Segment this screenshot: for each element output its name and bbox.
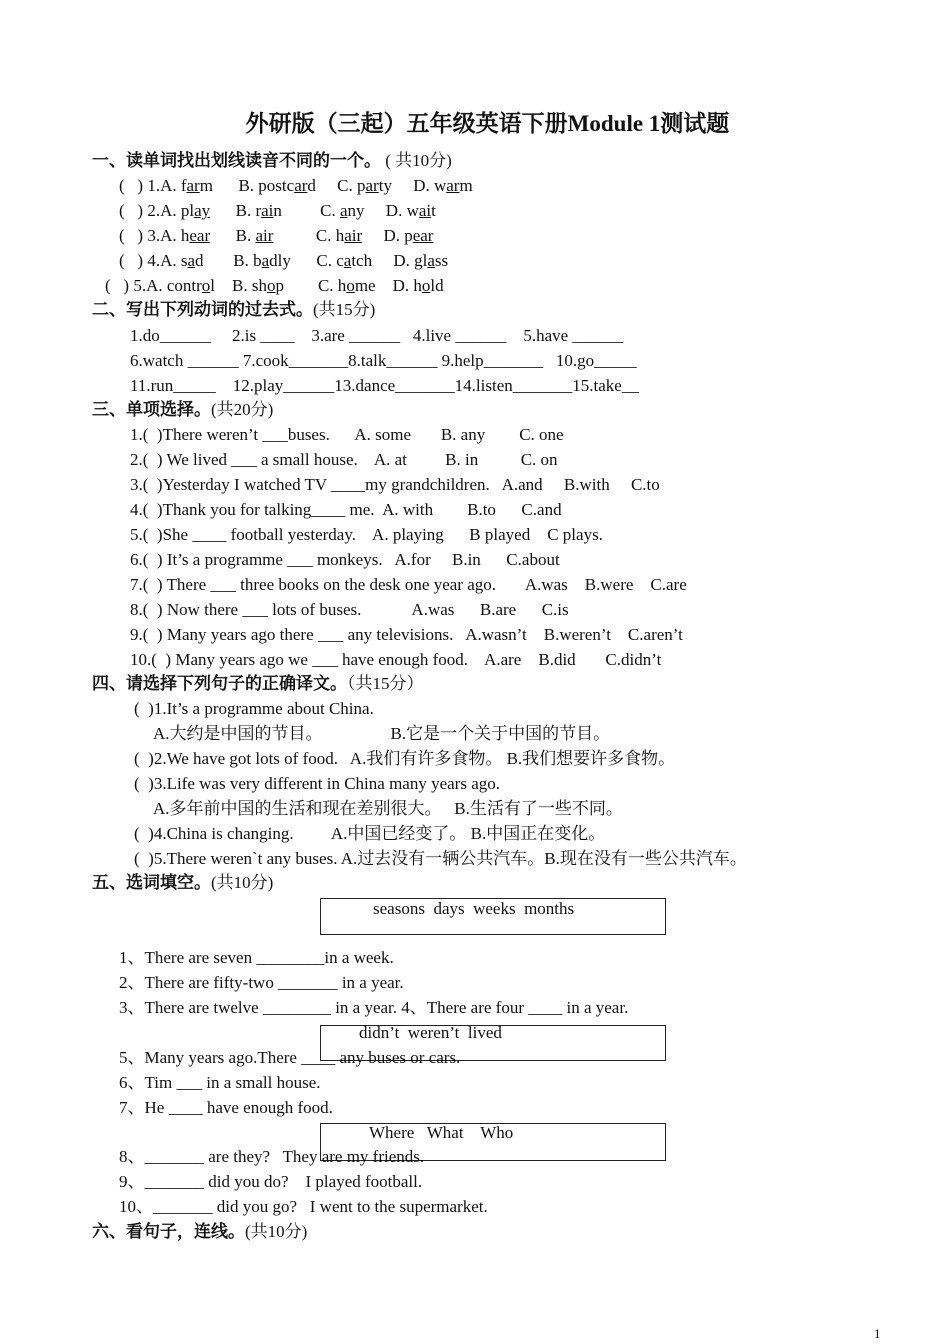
section-5-score: (共10分) xyxy=(211,873,274,892)
section-5-heading xyxy=(92,872,273,894)
section-1-heading xyxy=(92,150,452,172)
s3-item-7: 7.( ) There ___ three books on the desk one year ago. A.was B.were C.are xyxy=(130,575,687,594)
section-2-score: (共15分) xyxy=(313,300,376,319)
s1-question-2: ( ) 2.A. play B. rain C. any D. wait xyxy=(119,201,436,220)
section-3-heading xyxy=(92,399,273,421)
s5-line-5: 6、Tim ___ in a small house. xyxy=(119,1073,321,1092)
word-box-2-text: didn’t weren’t lived xyxy=(359,1023,502,1042)
s3-item-10: 10.( ) Many years ago we ___ have enough food. A.are B.did C.didn’t xyxy=(130,650,662,669)
s5-line-6: 7、He ____ have enough food. xyxy=(119,1098,333,1117)
section-6-heading xyxy=(92,1221,307,1243)
s3-item-1: 1.( )There weren’t ___buses. A. some B. any C. one xyxy=(130,425,564,444)
section-4-heading xyxy=(92,673,424,695)
word-box-3-text: Where What Who xyxy=(369,1123,514,1142)
s3-item-4: 4.( )Thank you for talking____ me. A. with B.to C.and xyxy=(130,500,562,519)
page-title: 外研版（三起）五年级英语下册Module 1测试题 xyxy=(245,111,730,136)
s5-line-1: 1、There are seven ________in a week. xyxy=(119,948,394,967)
s3-item-3: 3.( )Yesterday I watched TV ____my grandchildren. A.and B.with C.to xyxy=(130,475,660,494)
s3-item-2: 2.( ) We lived ___ a small house. A. at B. in C. on xyxy=(130,450,558,469)
section-5-title: 五、选词填空。 xyxy=(92,873,211,892)
s2-row-2: 6.watch ______ 7.cook_______8.talk______ 9.help_______ 10.go_____ xyxy=(130,351,637,370)
s5-line-7: 8、_______ are they? They are my friends. xyxy=(119,1147,425,1166)
s1-question-5: ( ) 5.A. control B. shop C. home D. hold xyxy=(105,276,444,295)
s5-line-2: 2、There are fifty-two _______ in a year. xyxy=(119,973,404,992)
s3-item-9: 9.( ) Many years ago there ___ any televisions. A.wasn’t B.weren’t C.aren’t xyxy=(130,625,683,644)
section-3-score: (共20分) xyxy=(211,400,274,419)
s5-line-8: 9、_______ did you do? I played football. xyxy=(119,1172,423,1191)
section-6-title: 六、看句子，连线。 xyxy=(92,1222,245,1241)
s1-question-4: ( ) 4.A. sad B. badly C. catch D. glass xyxy=(119,251,449,270)
s2-row-1: 1.do______ 2.is ____ 3.are ______ 4.live ______ 5.have ______ xyxy=(130,326,624,345)
s5-line-9: 10、_______ did you go? I went to the supermarket. xyxy=(119,1197,488,1216)
s3-item-6: 6.( ) It’s a programme ___ monkeys. A.for B.in C.about xyxy=(130,550,560,569)
section-1-title: 一、读单词找出划线读音不同的一个。 xyxy=(92,151,381,170)
s4-line-3: ( )2.We have got lots of food. A.我们有许多食物。 B.我们想要许多食物。 xyxy=(134,749,676,768)
page-number: 1 xyxy=(874,1326,881,1341)
s4-line-1: ( )1.It’s a programme about China. xyxy=(134,699,374,718)
s4-line-2: A.大约是中国的节目。 B.它是一个关于中国的节目。 xyxy=(153,724,611,743)
section-2-title: 二、写出下列动词的过去式。 xyxy=(92,300,313,319)
s4-line-6: ( )4.China is changing. A.中国已经变了。 B.中国正在变化。 xyxy=(134,824,606,843)
section-2-heading xyxy=(92,299,375,321)
s5-line-4: 5、Many years ago.There ____ any buses or cars. xyxy=(119,1048,461,1067)
s4-line-5: A.多年前中国的生活和现在差别很大。 B.生活有了一些不同。 xyxy=(153,799,623,818)
s1-question-1: ( ) 1.A. farm B. postcard C. party D. warm xyxy=(119,176,473,195)
s4-line-4: ( )3.Life was very different in China many years ago. xyxy=(134,774,501,793)
s2-row-3: 11.run_____ 12.play______13.dance_______14.listen_______15.take__ xyxy=(130,376,639,395)
section-4-title: 四、请选择下列句子的正确译文。 xyxy=(92,674,347,693)
section-1-score: ( 共10分) xyxy=(381,151,452,170)
section-6-score: (共10分) xyxy=(245,1222,308,1241)
section-3-title: 三、单项选择。 xyxy=(92,400,211,419)
s3-item-5: 5.( )She ____ football yesterday. A. playing B played C plays. xyxy=(130,525,603,544)
s1-question-3: ( ) 3.A. hear B. air C. hair D. pear xyxy=(119,226,434,245)
section-4-score: （共15分） xyxy=(347,674,424,693)
s3-item-8: 8.( ) Now there ___ lots of buses. A.was B.are C.is xyxy=(130,600,569,619)
word-box-1-text: seasons days weeks months xyxy=(373,899,575,918)
s4-line-7: ( )5.There weren`t any buses. A.过去没有一辆公共汽车。B.现在没有一些公共汽车。 xyxy=(134,849,747,868)
s5-line-3: 3、There are twelve ________ in a year. 4、There are four ____ in a year. xyxy=(119,998,629,1017)
